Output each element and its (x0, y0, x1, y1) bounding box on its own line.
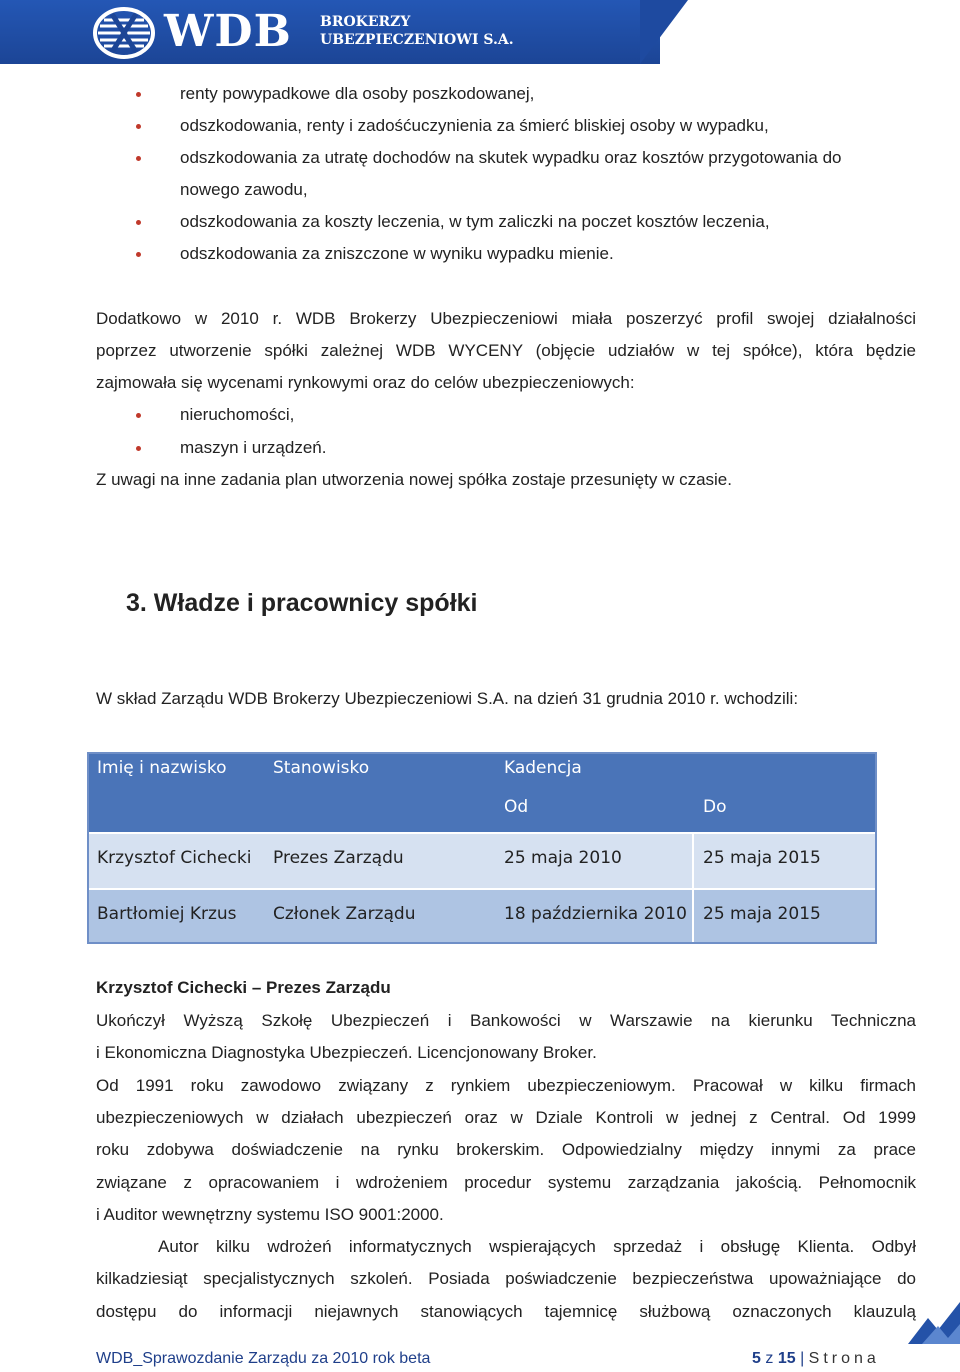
bio-line: Autor kilku wdrożeń informatycznych wspierających sprzedaż i obsługę Klienta. Odbył (158, 1237, 916, 1256)
header-term: Kadencja (504, 758, 582, 778)
logo-wordmark: WDB (164, 6, 292, 57)
table-header (89, 754, 875, 832)
bullet-dot (136, 220, 141, 225)
board-intro: W skład Zarządu WDB Brokerzy Ubezpieczeniowi S.A. na dzień 31 grudnia 2010 r. wchodzili: (96, 689, 799, 708)
table-divider (692, 834, 694, 944)
table-row (89, 832, 875, 890)
header-band-edge (640, 0, 688, 64)
cell-to: 25 maja 2015 (703, 904, 821, 924)
bullet-dot (136, 252, 141, 257)
wdb-logo-icon (92, 6, 156, 60)
cell-from: 18 października 2010 (504, 904, 687, 924)
list-item: renty powypadkowe dla osoby poszkodowanej, (180, 84, 535, 103)
list-item: odszkodowania za utratę dochodów na skutek wypadku oraz kosztów przygotowania do (180, 148, 842, 167)
list-item: maszyn i urządzeń. (180, 438, 327, 457)
cell-to: 25 maja 2015 (703, 848, 821, 868)
cell-name: Bartłomiej Krzus (97, 904, 237, 924)
page-word: Strona (808, 1350, 880, 1367)
bio-line: roku zdobywa doświadczenie na rynku brokerskim. Odpowiedzialny między innymi za prace (96, 1140, 916, 1159)
list-item: nieruchomości, (180, 405, 295, 424)
bullet-dot (136, 156, 141, 161)
header-to: Do (703, 797, 727, 817)
cell-name: Krzysztof Cichecki (97, 848, 252, 868)
paragraph-line: Dodatkowo w 2010 r. WDB Brokerzy Ubezpieczeniowi miała poszerzyć profil swojej działalności (96, 309, 916, 328)
bullet-dot (136, 446, 141, 451)
page-total: 15 (777, 1350, 796, 1367)
logo-subtitle-1: BROKERZY (320, 14, 411, 30)
paragraph-line: Z uwagi na inne zadania plan utworzenia nowej spółka zostaje przesunięty w czasie. (96, 470, 732, 489)
bio-line: dostępu do informacji niejawnych stanowiących tajemnicę służbową oznaczonych klauzulą (96, 1302, 916, 1321)
footer-page-number (752, 1350, 880, 1368)
bio-line: Ukończył Wyższą Szkołę Ubezpieczeń i Bankowości w Warszawie na kierunku Techniczna (96, 1011, 916, 1030)
corner-logo-icon (902, 1298, 960, 1344)
header-name: Imię i nazwisko (97, 758, 227, 778)
page-bar: | (800, 1350, 805, 1367)
header-position: Stanowisko (273, 758, 370, 778)
cell-position: Członek Zarządu (273, 904, 416, 924)
table-row (89, 888, 875, 944)
list-item: odszkodowania za zniszczone w wyniku wypadku mienie. (180, 244, 614, 263)
list-item: odszkodowania, renty i zadośćuczynienia za śmierć bliskiej osoby w wypadku, (180, 116, 769, 135)
logo-subtitle-2: UBEZPIECZENIOWI S.A. (320, 32, 514, 48)
list-item: odszkodowania za koszty leczenia, w tym zaliczki na poczet kosztów leczenia, (180, 212, 770, 231)
paragraph-line: poprzez utworzenie spółki zależnej WDB WYCENY (objęcie udziałów w tej spółce), która będzie (96, 341, 916, 360)
board-table (87, 752, 877, 944)
paragraph-line: zajmowała się wycenami rynkowymi oraz do celów ubezpieczeniowych: (96, 373, 635, 392)
cell-position: Prezes Zarządu (273, 848, 404, 868)
page-current: 5 (752, 1350, 761, 1367)
bio-line: i Ekonomiczna Diagnostyka Ubezpieczeń. Licencjonowany Broker. (96, 1043, 597, 1062)
bio-line: kilkadziesiąt specjalistycznych szkoleń. Posiada poświadczenie bezpieczeństwa upoważniające do (96, 1269, 916, 1288)
bullet-dot (136, 413, 141, 418)
footer-doc-name: WDB_Sprawozdanie Zarządu za 2010 rok beta (96, 1350, 431, 1367)
list-item-continuation: nowego zawodu, (180, 180, 308, 199)
bio-line: ubezpieczeniowych w działach ubezpieczeń oraz w Dziale Kontroli w jednej z Central. Od 1999 (96, 1108, 916, 1127)
bio-heading: Krzysztof Cichecki – Prezes Zarządu (96, 978, 391, 997)
header-from: Od (504, 797, 529, 817)
bio-line: Od 1991 roku zawodowo związany z rynkiem ubezpieczeniowym. Pracował w kilku firmach (96, 1076, 916, 1095)
cell-from: 25 maja 2010 (504, 848, 622, 868)
bio-line: związane z opracowaniem i wdrożeniem procedur systemu zarządzania jakością. Pełnomocnik (96, 1173, 916, 1192)
section-title: 3. Władze i pracownicy spółki (126, 589, 478, 617)
bullet-dot (136, 124, 141, 129)
page-sep: z (765, 1350, 774, 1367)
bullet-dot (136, 92, 141, 97)
bio-line: i Auditor wewnętrzny systemu ISO 9001:2000. (96, 1205, 444, 1224)
